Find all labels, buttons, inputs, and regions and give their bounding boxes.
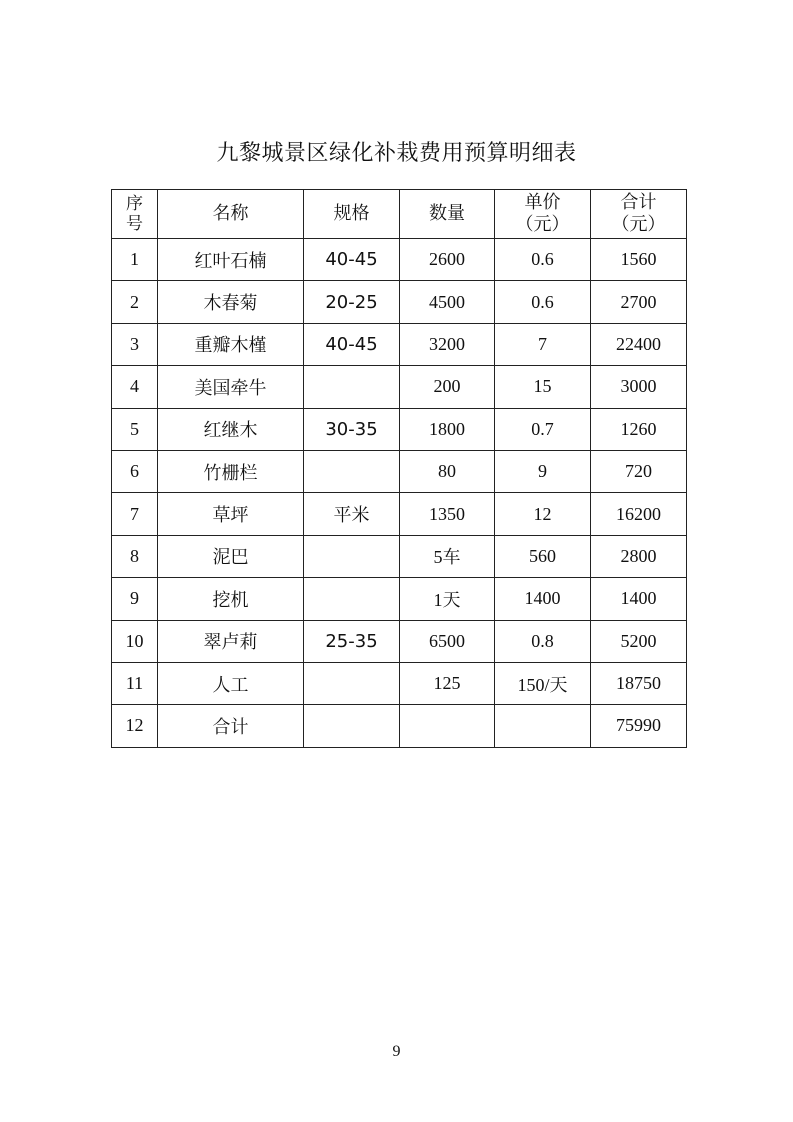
cell-spec [304,535,400,577]
cell-quantity: 3200 [400,323,495,365]
cell-name: 人工 [158,662,304,704]
cell-index: 10 [112,620,158,662]
cell-index: 6 [112,450,158,492]
cell-spec [304,450,400,492]
table-row [112,281,687,323]
cell-total: 1260 [591,408,687,450]
cell-total: 3000 [591,366,687,408]
cell-spec [304,705,400,747]
cell-unit-price: 150/天 [495,662,591,704]
table-row [112,408,687,450]
cell-unit-price: 1400 [495,578,591,620]
cell-unit-price: 7 [495,323,591,365]
cell-quantity: 125 [400,662,495,704]
table-row [112,366,687,408]
table-row [112,662,687,704]
header-total: 合计（元） [591,190,687,239]
cell-unit-price: 560 [495,535,591,577]
cell-index: 9 [112,578,158,620]
cell-name: 红继木 [158,408,304,450]
cell-name: 木春菊 [158,281,304,323]
cell-index: 1 [112,239,158,281]
table-row [112,323,687,365]
cell-quantity: 1800 [400,408,495,450]
cell-unit-price: 0.7 [495,408,591,450]
cell-unit-price: 15 [495,366,591,408]
cell-total: 2800 [591,535,687,577]
header-unit-price: 单价（元） [495,190,591,239]
cell-index: 8 [112,535,158,577]
cell-index: 5 [112,408,158,450]
cell-index: 4 [112,366,158,408]
cell-spec: 40-45 [304,239,400,281]
table-row [112,705,687,747]
cell-quantity: 1350 [400,493,495,535]
cell-total: 22400 [591,323,687,365]
cell-unit-price: 9 [495,450,591,492]
cell-name: 泥巴 [158,535,304,577]
header-spec: 规格 [304,190,400,239]
cell-index: 7 [112,493,158,535]
cell-name: 重瓣木槿 [158,323,304,365]
cell-quantity [400,705,495,747]
cell-quantity: 4500 [400,281,495,323]
cell-total: 2700 [591,281,687,323]
table-row [112,578,687,620]
cell-quantity: 5车 [400,535,495,577]
cell-spec [304,662,400,704]
cell-spec: 20-25 [304,281,400,323]
cell-total: 16200 [591,493,687,535]
cell-name: 草坪 [158,493,304,535]
cell-spec: 25-35 [304,620,400,662]
header-index: 序号 [112,190,158,239]
cell-total: 5200 [591,620,687,662]
cell-index: 12 [112,705,158,747]
cell-spec: 40-45 [304,323,400,365]
cell-name: 翠卢莉 [158,620,304,662]
cell-quantity: 200 [400,366,495,408]
table-row [112,620,687,662]
budget-table [111,189,687,748]
cell-spec: 30-35 [304,408,400,450]
cell-total: 720 [591,450,687,492]
cell-unit-price: 0.6 [495,281,591,323]
cell-spec: 平米 [304,493,400,535]
cell-unit-price: 0.6 [495,239,591,281]
cell-name: 美国牵牛 [158,366,304,408]
cell-spec [304,366,400,408]
cell-index: 3 [112,323,158,365]
cell-total: 1400 [591,578,687,620]
page-number: 9 [392,1043,401,1060]
table-header-row [112,190,687,239]
table-row [112,450,687,492]
cell-index: 2 [112,281,158,323]
cell-unit-price: 0.8 [495,620,591,662]
cell-quantity: 2600 [400,239,495,281]
cell-name: 合计 [158,705,304,747]
table-body [112,239,687,748]
cell-quantity: 1天 [400,578,495,620]
table-row [112,535,687,577]
cell-quantity: 80 [400,450,495,492]
cell-name: 挖机 [158,578,304,620]
cell-total: 75990 [591,705,687,747]
cell-spec [304,578,400,620]
cell-unit-price [495,705,591,747]
cell-name: 红叶石楠 [158,239,304,281]
cell-name: 竹栅栏 [158,450,304,492]
cell-index: 11 [112,662,158,704]
header-quantity: 数量 [400,190,495,239]
cell-quantity: 6500 [400,620,495,662]
table-row [112,493,687,535]
cell-total: 1560 [591,239,687,281]
table-row [112,239,687,281]
header-name: 名称 [158,190,304,239]
cell-unit-price: 12 [495,493,591,535]
cell-total: 18750 [591,662,687,704]
document-title: 九黎城景区绿化补栽费用预算明细表 [216,141,577,166]
